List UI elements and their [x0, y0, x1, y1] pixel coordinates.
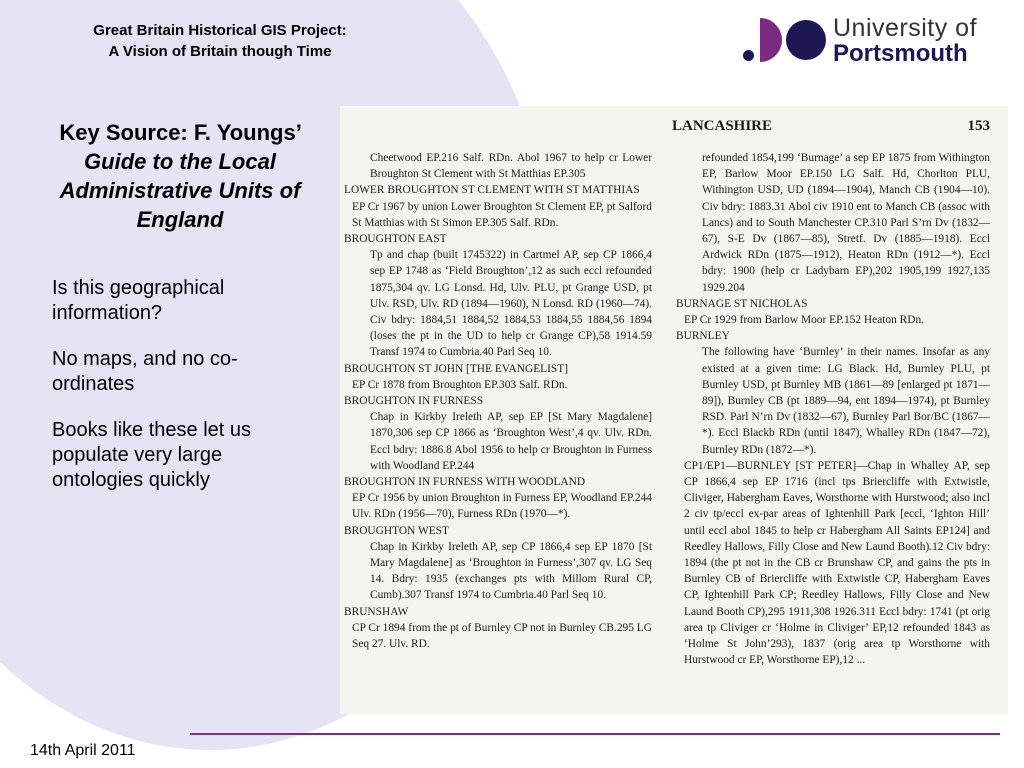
- page-number: 153: [967, 118, 990, 134]
- left-text-column: [344, 150, 652, 652]
- entry-text: EP Cr 1878 from Broughton EP.303 Salf. RDn.: [352, 378, 568, 391]
- running-head: [672, 118, 990, 135]
- slide-title: [30, 118, 330, 234]
- entry-text: Cheetwood EP.216 Salf. RDn. Abol 1967 to help cr Lower Broughton St Clement with St Matthias EP.305: [370, 152, 652, 181]
- logo-text-line2: Portsmouth: [833, 40, 968, 67]
- bullet-item: Is this geographical information?: [52, 277, 225, 324]
- entry-text: EP Cr 1929 from Barlow Moor EP.152 Heaton RDn.: [684, 314, 925, 327]
- slide-title-plain: Key Source: F. Youngs’: [59, 120, 301, 145]
- entry-heading: BURNLEY: [676, 330, 730, 343]
- entry-heading: BROUGHTON EAST: [344, 233, 447, 246]
- entry-text: Tp and chap (built 1745322) in Cartmel AP, sep CP 1866,4 sep EP 1748 as ‘Field Broughton’,12 as such eccl refounded 1875,304 qv. LG Lonsd. Hd, Ulv. PLU, pt Grange USD, pt Ulv. RSD, Ulv. RD (1894—1960), N Lonsd. RD (1960—74). Civ bdry: 1884,51 1884,52 1884,53 1884,55 1884,56 1894 (loses the pt in the UD to help cr Grange CP),58 1914.59 Transf 1974 to Cumbria.40 Parl Seq 10.: [370, 249, 652, 359]
- bullet-list: [52, 276, 302, 514]
- logo-half-circle: [760, 18, 782, 62]
- project-title-line2: A Vision of Britain though Time: [108, 43, 332, 60]
- footer-date: 14th April 2011: [30, 742, 136, 759]
- university-logo: [740, 14, 1010, 70]
- entry-text: Chap in Kirkby Ireleth AP, sep EP [St Mary Magdalene] 1870,306 sep CP 1866 as ‘Broughton West’,4 qv. Ulv. RDn. Eccl bdry: 1886.8 Abol 1956 to help cr Broughton in Furness with Woodland EP.244: [370, 411, 652, 472]
- footer-divider: [190, 733, 1000, 735]
- logo-small-dot: [743, 50, 754, 61]
- project-title-line1: Great Britain Historical GIS Project:: [93, 22, 347, 39]
- logo-text-line1: University of: [833, 14, 978, 42]
- running-head-title: LANCASHIRE: [672, 118, 773, 134]
- logo-big-dot: [786, 20, 826, 60]
- entry-heading: BURNAGE ST NICHOLAS: [676, 297, 808, 310]
- entry-heading: BROUGHTON IN FURNESS: [344, 395, 484, 408]
- right-text-column: [676, 150, 990, 669]
- slide-title-italic: Guide to the Local Administrative Units of England: [59, 149, 301, 232]
- entry-text: The following have ‘Burnley’ in their names. Insofar as any existed at a given time: LG Black. Hd, Burnley PLU, pt Burnley USD, pt Burnley MB (1861—89 [enlarged pt 1871—89]), Burnley CB (pt 1889—94, ent 1894—1974), pt Burnley RSD. Parl N’rn Dv (1832—67), Burnley Parl Bor/BC (1867—*). Eccl Blackb RDn (until 1847), Whalley RDn (1847—72), Burnley RDn (1872—*).: [702, 346, 990, 456]
- entry-heading: BROUGHTON ST JOHN [THE EVANGELIST]: [344, 362, 569, 375]
- entry-heading: BRUNSHAW: [344, 605, 409, 618]
- entry-text: CP Cr 1894 from the pt of Burnley CP not in Burnley CB.295 LG Seq 27. Ulv. RD.: [352, 621, 652, 651]
- entry-text: EP Cr 1956 by union Broughton in Furness EP, Woodland EP.244 Ulv. RDn (1956—70), Furness RDn (1970—*).: [352, 492, 652, 521]
- entry-text: CP1/EP1—BURNLEY [ST PETER]—Chap in Whalley AP, sep CP 1866,4 sep EP 1716 (incl tps Briercliffe with Extwistle, Cliviger, Habergham Eaves, Worsthorne with Hurstwood; also incl 2 civ tp/eccl ex-par areas of Ightenhill Park [eccl, ‘Ighton Hill’ until eccl abol 1845 to help cr Habergham All Saints EP124] and Reedley Hallows, Filly Close and New Laund Booth).12 Civ bdry: 1894 (the pt not in the CB cr Brunshaw CP, and gains the pts in Burnley CB of Briercliffe with Extwistle CP, Habergham Eaves CP, Ightenhill Park CP; Reedley Hallows, Filly Close and New Laund Booth CP),295 1911,308 1926.311 Eccl bdry: 1741 (pt orig area tp Cliviger cr ‘Holme in Cliviger’ EP,12 refounded 1843 as ‘Holme St John’293), 1837 (orig area tp Worsthorne with Hurstwood cr EP, Worsthorne EP),12 ...: [684, 459, 990, 667]
- bullet-item: No maps, and no co-ordinates: [52, 348, 238, 395]
- entry-heading: LOWER BROUGHTON ST CLEMENT WITH ST MATTHIAS: [344, 184, 640, 197]
- entry-text: EP Cr 1967 by union Lower Broughton St Clement EP, pt Salford St Matthias with St Simon EP.305 Salf. RDn.: [352, 200, 652, 229]
- entry-heading: BROUGHTON IN FURNESS WITH WOODLAND: [344, 476, 586, 489]
- entry-heading: BROUGHTON WEST: [344, 524, 449, 537]
- scanned-book-page: [340, 106, 1008, 714]
- project-title: [40, 20, 400, 62]
- entry-text: refounded 1854,199 ‘Burnage’ a sep EP 1875 from Withington EP, Barlow Moor EP.150 LG Salf. Hd, Chorlton PLU, Withington USD, UD (1894—1904), Manch CB (1904—10). Civ bdry: 1883.31 Abol civ 1910 ent to Manch CB (assoc with Lancs) and to South Manchester CP.310 Parl S’rn Dv (1832—67), S-E Dv (1867—85), Stretf. Dv (1885—1918). Eccl Ardwick RDn (1875—1912), Heaton RDn (1912—*). Eccl bdry: 1900 (help cr Ladybarn EP),202 1905,199 1927,135 1929.204: [702, 152, 990, 294]
- bullet-item: Books like these let us populate very large ontologies quickly: [52, 419, 251, 491]
- entry-text: Chap in Kirkby Ireleth AP, sep CP 1866,4 sep EP 1870 [St Mary Magdalene] as ‘Broughton in Furness’,307 qv. LG Seq 14. Bdry: 1935 (exchanges pts with Millom Rural CP, Cumb).307 Transf 1974 to Cumbria.40 Parl Seq 10.: [370, 540, 652, 602]
